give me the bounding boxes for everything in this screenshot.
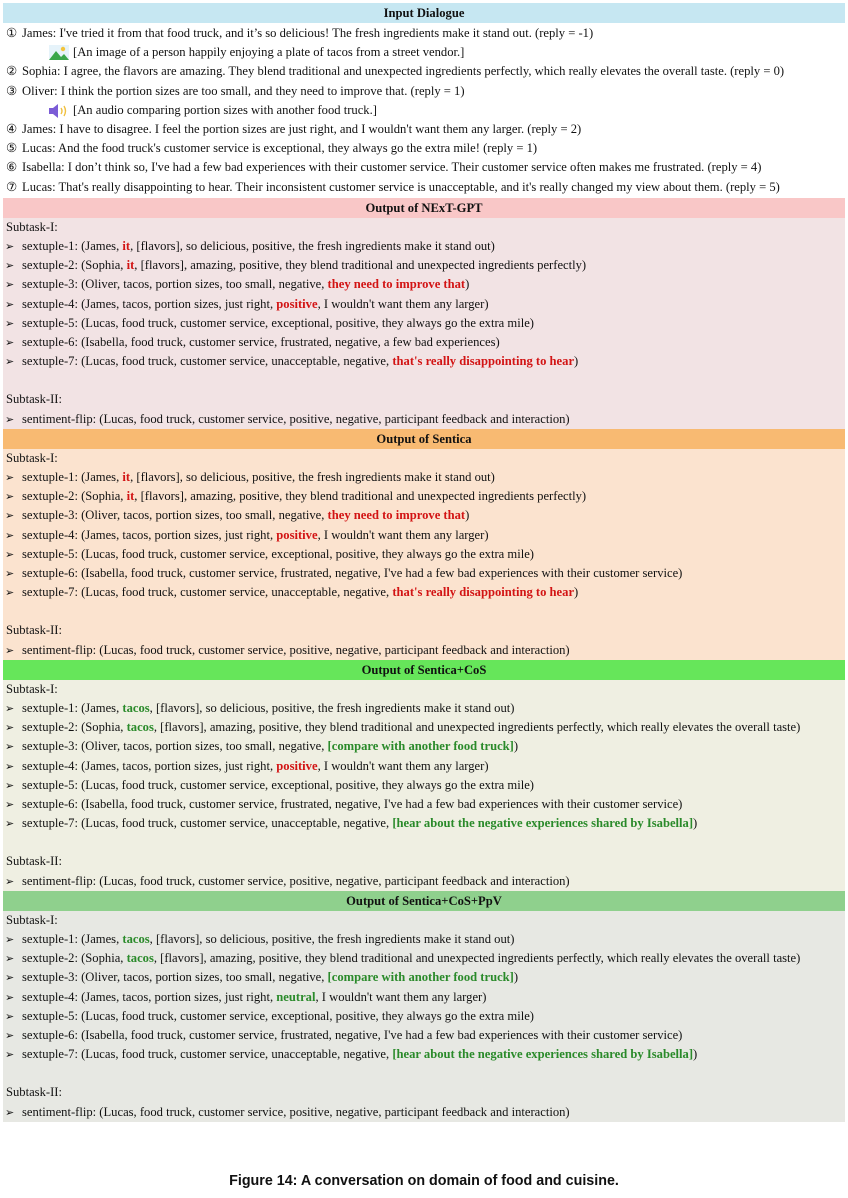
dialogue-turn: ① James: I've tried it from that food truck, and it’s so delicious! The fresh ingredients make it stand out. (reply = -1): [6, 26, 594, 40]
sentiment-flip: ➢ sentiment-flip: (Lucas, food truck, customer service, positive, negative, participant feedback and interaction): [3, 1103, 845, 1122]
sextuple-2: ➢ sextuple-2: (Sophia, tacos, [flavors], amazing, positive, they blend traditional and unexpected ingredients perfectly, which really elevates the overall taste): [3, 718, 845, 737]
image-icon: [49, 45, 69, 60]
subtask-2-label: Subtask-II:: [6, 1085, 62, 1100]
sentica-header: Output of Sentica: [3, 429, 845, 449]
arrow-bullet-icon: ➢: [5, 701, 15, 715]
sextuple-2: ➢ sextuple-2: (Sophia, tacos, [flavors], amazing, positive, they blend traditional and unexpected ingredients perfectly, which really elevates the overall taste): [3, 949, 845, 968]
sentica-cos-section: [3, 680, 845, 891]
arrow-bullet-icon: ➢: [5, 1048, 15, 1062]
arrow-bullet-icon: ➢: [5, 547, 15, 561]
dialogue-turn: ⑦ Lucas: That's really disappointing to hear. Their inconsistent customer service is unacceptable, and it's really changed my view about them. (reply = 5): [6, 179, 780, 194]
sentiment-flip: ➢ sentiment-flip: (Lucas, food truck, customer service, positive, negative, participant feedback and interaction): [3, 410, 845, 429]
subtask-1-label: Subtask-I:: [6, 219, 58, 234]
figure-panel: [3, 3, 845, 1122]
sextuple-4: ➢ sextuple-4: (James, tacos, portion sizes, just right, neutral, I wouldn't want them any larger): [3, 988, 845, 1007]
arrow-bullet-icon: ➢: [5, 239, 15, 253]
arrow-bullet-icon: ➢: [5, 1009, 15, 1023]
dialogue-turn: ④ James: I have to disagree. I feel the portion sizes are just right, and I wouldn't want them any larger. (reply = 2): [6, 121, 582, 136]
subtask-2-label: Subtask-II:: [6, 392, 62, 407]
sextuple-6: ➢ sextuple-6: (Isabella, food truck, customer service, frustrated, negative, a few bad experiences): [3, 333, 845, 352]
sextuple-5: ➢ sextuple-5: (Lucas, food truck, customer service, exceptional, positive, they always go the extra mile): [3, 545, 845, 564]
dialogue-turn: ② Sophia: I agree, the flavors are amazing. They blend traditional and unexpected ingredients perfectly, which really elevates the overall taste. (reply = 0): [6, 64, 785, 79]
subtask-2-label: Subtask-II:: [6, 623, 62, 638]
next-gpt-section: [3, 218, 845, 429]
arrow-bullet-icon: ➢: [5, 952, 15, 966]
sextuple-7: ➢ sextuple-7: (Lucas, food truck, customer service, unacceptable, negative, that's really disappointing to hear): [3, 352, 845, 371]
sextuple-3: ➢ sextuple-3: (Oliver, tacos, portion sizes, too small, negative, [compare with another food truck]): [3, 968, 845, 987]
sextuple-6: ➢ sextuple-6: (Isabella, food truck, customer service, frustrated, negative, I've had a few bad experiences with their customer service): [3, 795, 845, 814]
sentica-cos-ppv-section: [3, 911, 845, 1122]
dialogue-turn: ⑤ Lucas: And the food truck's customer service is exceptional, they always go the extra mile! (reply = 1): [6, 141, 538, 156]
arrow-bullet-icon: ➢: [5, 528, 15, 542]
sextuple-1: ➢ sextuple-1: (James, it, [flavors], so delicious, positive, the fresh ingredients make it stand out): [3, 468, 845, 487]
input-dialogue-header: Input Dialogue: [3, 3, 845, 23]
arrow-bullet-icon: ➢: [5, 470, 15, 484]
sextuple-3: ➢ sextuple-3: (Oliver, tacos, portion sizes, too small, negative, [compare with another food truck]): [3, 737, 845, 756]
arrow-bullet-icon: ➢: [5, 355, 15, 369]
arrow-bullet-icon: ➢: [5, 643, 15, 657]
arrow-bullet-icon: ➢: [5, 1105, 15, 1119]
sextuple-1: ➢ sextuple-1: (James, tacos, [flavors], so delicious, positive, the fresh ingredients make it stand out): [3, 699, 845, 718]
subtask-1-label: Subtask-I:: [6, 912, 58, 927]
arrow-bullet-icon: ➢: [5, 874, 15, 888]
sextuple-6: ➢ sextuple-6: (Isabella, food truck, customer service, frustrated, negative, I've had a few bad experiences with their customer service): [3, 564, 845, 583]
sextuple-7: ➢ sextuple-7: (Lucas, food truck, customer service, unacceptable, negative, [hear about the negative experiences shared by Isabella]): [3, 1045, 845, 1064]
sextuple-1: ➢ sextuple-1: (James, tacos, [flavors], so delicious, positive, the fresh ingredients make it stand out): [3, 930, 845, 949]
arrow-bullet-icon: ➢: [5, 1029, 15, 1042]
arrow-bullet-icon: ➢: [5, 316, 15, 330]
sextuple-5: ➢ sextuple-5: (Lucas, food truck, customer service, exceptional, positive, they always go the extra mile): [3, 314, 845, 333]
arrow-bullet-icon: ➢: [5, 278, 15, 292]
sextuple-2: ➢ sextuple-2: (Sophia, it, [flavors], amazing, positive, they blend traditional and unexpected ingredients perfectly): [3, 256, 845, 275]
sextuple-4: ➢ sextuple-4: (James, tacos, portion sizes, just right, positive, I wouldn't want them any larger): [3, 526, 845, 545]
image-attachment: [An image of a person happily enjoying a plate of tacos from a street vendor.]: [3, 43, 845, 62]
arrow-bullet-icon: ➢: [5, 971, 15, 985]
sextuple-4: ➢ sextuple-4: (James, tacos, portion sizes, just right, positive, I wouldn't want them any larger): [3, 295, 845, 314]
next-gpt-header: Output of NExT-GPT: [3, 198, 845, 218]
arrow-bullet-icon: ➢: [5, 721, 15, 735]
arrow-bullet-icon: ➢: [5, 797, 15, 811]
sentica-cos-header: Output of Sentica+CoS: [3, 660, 845, 680]
sentiment-flip: ➢ sentiment-flip: (Lucas, food truck, customer service, positive, negative, participant feedback and interaction): [3, 872, 845, 891]
arrow-bullet-icon: ➢: [5, 297, 15, 311]
arrow-bullet-icon: ➢: [5, 490, 15, 504]
sextuple-3: ➢ sextuple-3: (Oliver, tacos, portion sizes, too small, negative, they need to improve that): [3, 275, 845, 294]
arrow-bullet-icon: ➢: [5, 335, 15, 349]
arrow-bullet-icon: ➢: [5, 990, 15, 1004]
arrow-bullet-icon: ➢: [5, 817, 15, 831]
input-dialogue-section: [3, 23, 845, 198]
arrow-bullet-icon: ➢: [5, 740, 15, 754]
arrow-bullet-icon: ➢: [5, 566, 15, 580]
audio-attachment: [An audio comparing portion sizes with another food truck.]: [3, 101, 845, 120]
sextuple-1: ➢ sextuple-1: (James, it, [flavors], so delicious, positive, the fresh ingredients make it stand out): [3, 237, 845, 256]
speaker-icon: [49, 104, 69, 118]
arrow-bullet-icon: ➢: [5, 412, 15, 426]
arrow-bullet-icon: ➢: [5, 509, 15, 523]
subtask-1-label: Subtask-I:: [6, 681, 58, 696]
arrow-bullet-icon: ➢: [5, 778, 15, 792]
arrow-bullet-icon: ➢: [5, 586, 15, 600]
sextuple-5: ➢ sextuple-5: (Lucas, food truck, customer service, exceptional, positive, they always go the extra mile): [3, 1007, 845, 1026]
sextuple-4: ➢ sextuple-4: (James, tacos, portion sizes, just right, positive, I wouldn't want them any larger): [3, 757, 845, 776]
sentica-cos-ppv-header: Output of Sentica+CoS+PpV: [3, 891, 845, 911]
arrow-bullet-icon: ➢: [5, 759, 15, 773]
sextuple-6: ➢ sextuple-6: (Isabella, food truck, customer service, frustrated, negative, I've had a few bad experiences with their customer service): [3, 1026, 845, 1045]
sentica-section: [3, 449, 845, 660]
sextuple-7: ➢ sextuple-7: (Lucas, food truck, customer service, unacceptable, negative, that's really disappointing to hear): [3, 583, 845, 602]
subtask-2-label: Subtask-II:: [6, 854, 62, 869]
figure-caption: Figure 14: A conversation on domain of food and cuisine.: [229, 1173, 619, 1189]
dialogue-turn: ⑥ Isabella: I don’t think so, I've had a few bad experiences with their customer service. Their customer service often makes me frustrated. (reply = 4): [6, 160, 762, 175]
arrow-bullet-icon: ➢: [5, 259, 15, 273]
sextuple-2: ➢ sextuple-2: (Sophia, it, [flavors], amazing, positive, they blend traditional and unexpected ingredients perfectly): [3, 487, 845, 506]
sextuple-5: ➢ sextuple-5: (Lucas, food truck, customer service, exceptional, positive, they always go the extra mile): [3, 776, 845, 795]
sextuple-3: ➢ sextuple-3: (Oliver, tacos, portion sizes, too small, negative, they need to improve that): [3, 506, 845, 525]
subtask-1-label: Subtask-I:: [6, 450, 58, 465]
sextuple-7: ➢ sextuple-7: (Lucas, food truck, customer service, unacceptable, negative, [hear about the negative experiences shared by Isabella]): [3, 814, 845, 833]
arrow-bullet-icon: ➢: [5, 932, 15, 946]
sentiment-flip: ➢ sentiment-flip: (Lucas, food truck, customer service, positive, negative, participant feedback and interaction): [3, 641, 845, 660]
dialogue-turn: ③ Oliver: I think the portion sizes are too small, and they need to improve that. (reply = 1): [6, 83, 465, 98]
